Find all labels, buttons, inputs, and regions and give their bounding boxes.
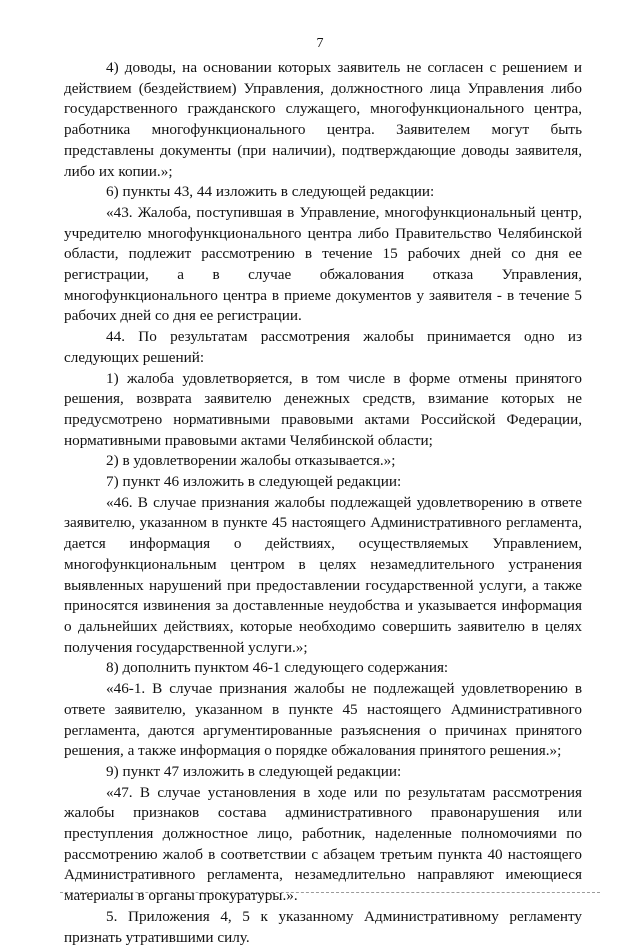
paragraph-clause-46-1: «46-1. В случае признания жалобы не подлежащей удовлетворению в ответе заявителю, указанном в пункте 45 настоящего Административного регламента, даются аргументированные разъяснения о причинах принятого решения, а также информация о порядке обжалования принятого решения.»; [64, 680, 582, 760]
paragraph-add-46-1: 8) дополнить пунктом 46-1 следующего содержания: [106, 659, 449, 677]
paragraph-decision-1: 1) жалоба удовлетворяется, в том числе в форме отмены принятого решения, возврата заявителю денежных средств, взимание которых не предусмотрено нормативными правовыми актами Российской Федерации, нормативными правовыми актами Челябинской области; [64, 369, 582, 449]
paragraph-clause-43: «43. Жалоба, поступившая в Управление, многофункциональный центр, учредителю многофункционального центра либо Правительство Челябинской области, подлежит рассмотрению в течение 15 рабочих дней со дня ее регистрации, а в случае обжалования отказа Управления, многофункционального центра в приеме документов у заявителя - в течение 5 рабочих дней со дня ее регистрации. [64, 203, 582, 325]
paragraph-clause-47: «47. В случае установления в ходе или по результатам рассмотрения жалобы признаков состава административного правонарушения или преступления должностное лицо, работник, наделенные полномочиями по рассмотрению жалоб в соответствии с абзацем третьим пункта 40 настоящего Административного регламента, незамедлительно направляют имеющиеся материалы в органы прокуратуры.». [64, 783, 582, 905]
paragraph-item-4-arguments: 4) доводы, на основании которых заявитель не согласен с решением и действием (бездействием) Управления, должностного лица Управления либо государственного гражданского служащего, многофункционального центра, работника многофункционального центра. Заявителем могут быть представлены документы (при наличии), подтверждающие доводы заявителя, либо их копии.»; [64, 59, 582, 180]
paragraph-clause-46: «46. В случае признания жалобы подлежащей удовлетворению в ответе заявителю, указанном в пункте 45 настоящего Административного регламента, дается информация о действиях, осуществляемых Управлением, многофункциональным центром в целях незамедлительного устранения выявленных нарушений при предоставлении государственной услуги, а также приносятся извинения за доставленные неудобства и указывается информация о дальнейших действиях, которые необходимо совершить заявителю в целях получения государственной услуги.»; [64, 493, 582, 656]
paragraph-amend-46: 7) пункт 46 изложить в следующей редакции: [106, 473, 402, 491]
paragraph-amend-47: 9) пункт 47 изложить в следующей редакции: [106, 762, 402, 780]
paragraph-appendices-void: 5. Приложения 4, 5 к указанному Административному регламенту признать утратившими силу. [64, 907, 582, 946]
page-number: 7 [316, 36, 324, 51]
document-body [64, 58, 582, 948]
paragraph-amend-43-44: 6) пункты 43, 44 изложить в следующей редакции: [106, 183, 435, 201]
paragraph-decision-2: 2) в удовлетворении жалобы отказывается.»; [106, 452, 396, 470]
page-bottom-divider [60, 892, 600, 893]
paragraph-clause-44: 44. По результатам рассмотрения жалобы принимается одно из следующих решений: [64, 328, 582, 366]
